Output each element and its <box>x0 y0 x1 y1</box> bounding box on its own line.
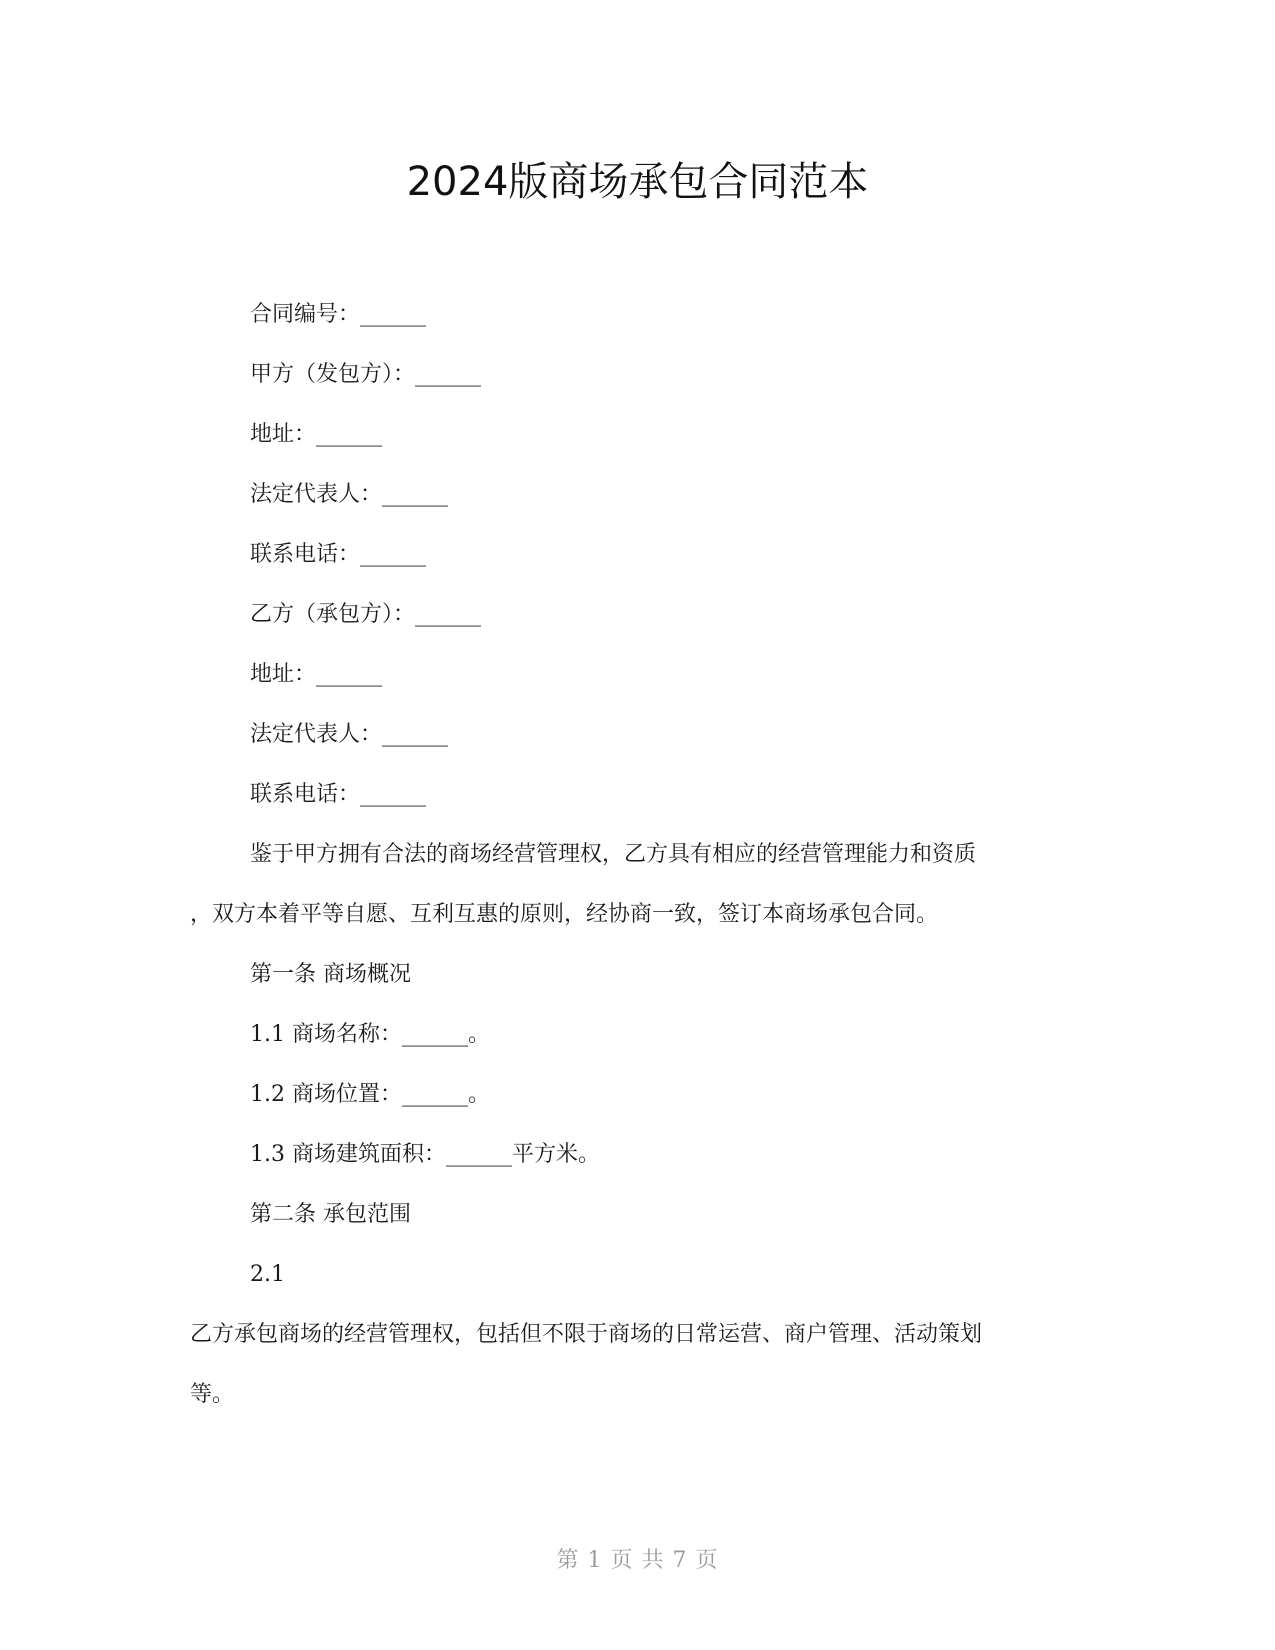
clause-1-2: 1.2 商场位置：______。 <box>250 1082 490 1107</box>
party-a-representative-line: 法定代表人：______ <box>250 482 449 507</box>
preamble-line-1: 鉴于甲方拥有合法的商场经营管理权，乙方具有相应的经营管理能力和资质 <box>250 842 977 867</box>
clause-2-1-number: 2.1 <box>250 1262 285 1287</box>
clause-2-1-text-line-1: 乙方承包商场的经营管理权，包括但不限于商场的日常运营、商户管理、活动策划 <box>190 1322 983 1347</box>
party-b-line: 乙方（承包方）：______ <box>250 602 482 627</box>
document-title: 2024版商场承包合同范本 <box>406 159 869 205</box>
preamble-line-2: ，双方本着平等自愿、互利互惠的原则，经协商一致，签订本商场承包合同。 <box>190 902 939 927</box>
page-footer: 第 1 页 共 7 页 <box>556 1548 719 1573</box>
clause-1-3: 1.3 商场建筑面积：______平方米。 <box>250 1142 600 1167</box>
party-b-phone-line: 联系电话：______ <box>250 782 427 807</box>
party-a-phone-line: 联系电话：______ <box>250 542 427 567</box>
contract-number-line: 合同编号：______ <box>250 302 427 327</box>
party-a-address-line: 地址：______ <box>250 422 383 447</box>
clause-1-1: 1.1 商场名称：______。 <box>250 1022 490 1047</box>
clause-2-1-text-line-2: 等。 <box>190 1382 235 1407</box>
party-b-representative-line: 法定代表人：______ <box>250 722 449 747</box>
party-b-address-line: 地址：______ <box>250 662 383 687</box>
article-1-heading: 第一条 商场概况 <box>250 962 411 987</box>
article-2-heading: 第二条 承包范围 <box>250 1202 411 1227</box>
party-a-line: 甲方（发包方）：______ <box>250 362 482 387</box>
